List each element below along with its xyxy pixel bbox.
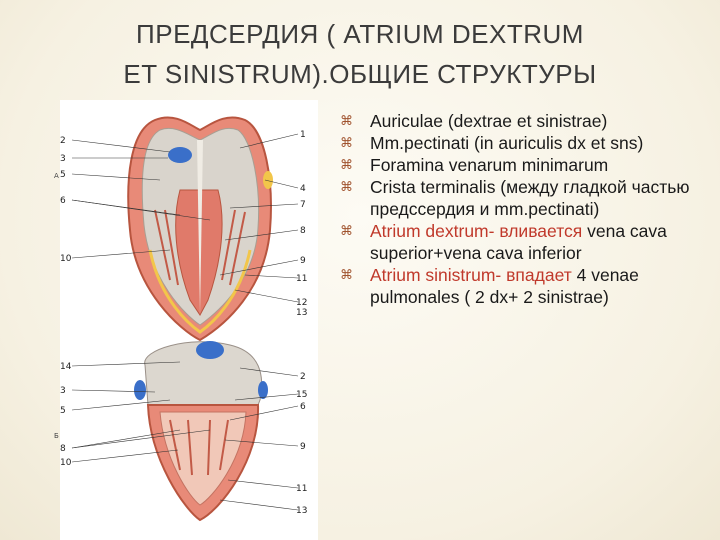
bullet-text: Crista terminalis (между гладкой частью предссердия и mm.pectinati) (370, 177, 690, 219)
label-a-11: 11 (296, 274, 308, 284)
cross-bullet-icon: ⌘ (340, 135, 353, 150)
label-a-5: 5 (60, 170, 66, 180)
label-a-12: 12 (296, 298, 308, 308)
label-b-8: 8 (60, 444, 66, 454)
label-a-1: 1 (300, 130, 306, 140)
bullet-text: vena cava superior+vena cava inferior (370, 221, 667, 263)
svg-text:А: А (54, 172, 59, 180)
bullet-highlight-text: Atrium dextrum- вливается (370, 221, 583, 241)
label-a-13: 13 (296, 308, 308, 318)
label-a-2: 2 (60, 136, 66, 146)
cross-bullet-icon: ⌘ (340, 267, 353, 282)
bullet-text: Foramina venarum minimarum (370, 155, 609, 175)
panel-letter-a (54, 168, 66, 182)
label-b-14: 14 (60, 362, 72, 372)
label-a-9: 9 (300, 256, 306, 266)
label-a-8: 8 (300, 226, 306, 236)
title-line-2: ET SINISTRUM).ОБЩИЕ СТРУКТУРЫ (123, 59, 597, 89)
heart-anatomy-figure (60, 100, 318, 540)
label-b-5: 5 (60, 406, 66, 416)
heart-section-b (134, 341, 268, 520)
bullet-item (340, 264, 712, 308)
slide-title (0, 14, 720, 94)
label-b-2: 2 (300, 372, 306, 382)
cross-bullet-icon: ⌘ (340, 223, 353, 238)
bullet-item (340, 110, 712, 132)
bullet-text: 4 venae pulmonales ( 2 dx+ 2 sinistrae) (370, 265, 639, 307)
bullet-item (340, 176, 712, 220)
label-b-10: 10 (60, 458, 72, 468)
title-line-1: ПРЕДСЕРДИЯ ( ATRIUM DEXTRUM (136, 19, 584, 49)
label-a-4: 4 (300, 184, 306, 194)
label-b-6: 6 (300, 402, 306, 412)
bullet-text: Mm.pectinati (in auriculis dx et sns) (370, 133, 644, 153)
bullet-item (340, 220, 712, 264)
label-b-11: 11 (296, 484, 308, 494)
cross-bullet-icon: ⌘ (340, 113, 353, 128)
heart-section-a (128, 117, 273, 340)
bullet-item (340, 154, 712, 176)
label-b-9: 9 (300, 442, 306, 452)
cross-bullet-icon: ⌘ (340, 157, 353, 172)
label-a-3: 3 (60, 154, 66, 164)
bullet-list (340, 110, 712, 308)
label-a-10: 10 (60, 254, 72, 264)
label-b-15: 15 (296, 390, 308, 400)
label-a-6: 6 (60, 196, 66, 206)
bullet-item (340, 132, 712, 154)
heart-illustration (60, 100, 318, 540)
label-a-7: 7 (300, 200, 306, 210)
bullet-highlight-text: Atrium sinistrum- впадает (370, 265, 572, 285)
label-b-13: 13 (296, 506, 308, 516)
svg-text:Б: Б (54, 432, 59, 440)
panel-letter-b (54, 428, 66, 442)
cross-bullet-icon: ⌘ (340, 179, 353, 194)
bullet-text: Auriculae (dextrae et sinistrae) (370, 111, 608, 131)
label-b-3: 3 (60, 386, 66, 396)
